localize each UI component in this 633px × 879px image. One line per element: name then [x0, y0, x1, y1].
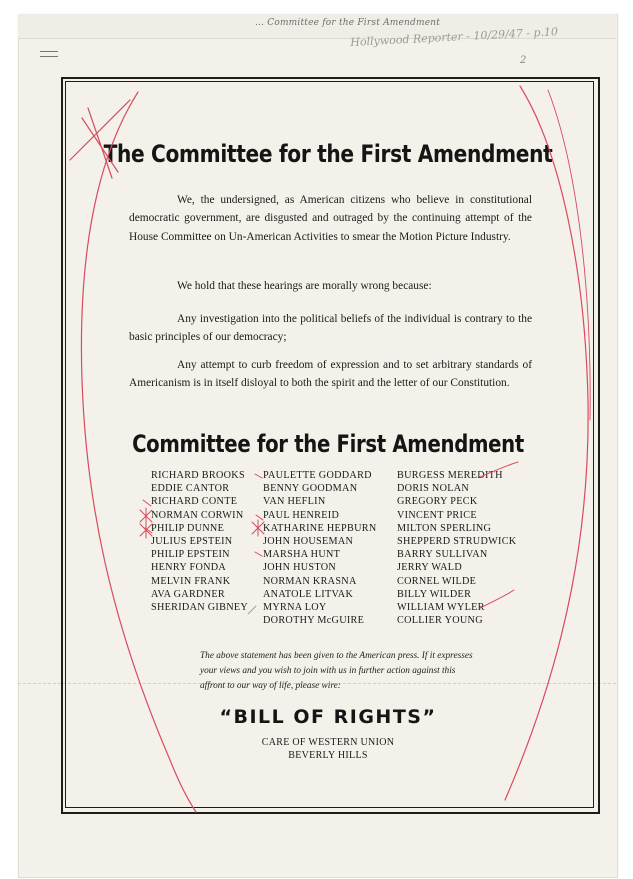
signatory-name: JULIUS EPSTEIN [151, 536, 233, 548]
paragraph-declaration: We, the undersigned, as American citizens who believe in constitutional democratic government, are disgusted and outraged by the continuing attempt of the House Committee on Un-American Activities to smear the Motion Picture Industry. [129, 194, 532, 243]
signatory-name: MYRNA LOY [263, 602, 327, 614]
signatory-name: PAULETTE GODDARD [263, 470, 372, 481]
signatory-name: PHILIP DUNNE [151, 522, 225, 534]
signatory-name: WILLIAM WYLER [397, 602, 485, 614]
signatory-name: ANATOLE LITVAK [263, 588, 354, 600]
signatory-name: BILLY WILDER [397, 588, 472, 600]
signatory-name: CORNEL WILDE [397, 575, 477, 587]
signatory-name: DOROTHY McGUIRE [263, 615, 365, 627]
committee-heading: Committee for the First Amendment [132, 430, 524, 458]
signatory-name: RICHARD CONTE [151, 496, 238, 508]
press-footnote: The above statement has been given to the American press. If it expresses your views and you wish to join with us in further action against this affront to our way of life, please wire: [200, 651, 473, 691]
signatory-name: PAUL HENREID [263, 509, 340, 521]
signatory-name: KATHARINE HEPBURN [263, 522, 377, 534]
signatory-name: AVA GARDNER [151, 588, 225, 600]
signatory-name: JOHN HUSTON [263, 562, 337, 574]
signatory-name: BARRY SULLIVAN [397, 549, 488, 561]
signatory-column-1 [151, 469, 248, 614]
signatory-name: BURGESS MEREDITH [397, 470, 503, 481]
signatory-name: DORIS NOLAN [397, 483, 470, 495]
signatory-name: GREGORY PECK [397, 496, 478, 508]
signatory-name: SHEPPERD STRUDWICK [397, 536, 517, 548]
address-line-1: CARE OF WESTERN UNION [261, 737, 395, 748]
signatory-name: MELVIN FRANK [151, 575, 231, 587]
signatory-name: COLLIER YOUNG [397, 615, 483, 627]
signatory-name: VINCENT PRICE [397, 509, 477, 521]
page-title: The Committee for the First Amendment [103, 140, 553, 168]
paragraph-investigation: Any investigation into the political beliefs of the individual is contrary to the basic principles of our democracy; [129, 313, 532, 344]
paragraph-freedom: Any attempt to curb freedom of expression and to set arbitrary standards of Americanism is in itself disloyal to both the spirit and the letter of our Constitution. [129, 359, 532, 390]
wire-recipient: “BILL OF RIGHTS” [219, 706, 437, 728]
signatory-name: NORMAN CORWIN [151, 509, 244, 521]
signatory-name: NORMAN KRASNA [263, 575, 357, 587]
signatory-name: HENRY FONDA [151, 562, 227, 574]
signatory-column-3 [397, 469, 516, 627]
signatory-name: JOHN HOUSEMAN [263, 536, 354, 548]
signatory-name: VAN HEFLIN [263, 496, 326, 508]
signatory-name: JERRY WALD [397, 562, 462, 574]
signatory-name: MILTON SPERLING [397, 522, 492, 534]
pencil-dash-mark [40, 51, 58, 57]
handwritten-header: ... Committee for the First Amendment [255, 18, 441, 28]
address-line-2: BEVERLY HILLS [288, 750, 368, 761]
handwritten-mark: 2 [520, 55, 527, 66]
signatory-name: RICHARD BROOKS [151, 470, 245, 481]
signatory-name: MARSHA HUNT [263, 549, 341, 561]
signatory-name: PHILIP EPSTEIN [151, 549, 230, 561]
signatory-name: BENNY GOODMAN [263, 483, 358, 495]
signatory-column-2 [263, 469, 377, 627]
signatory-name: SHERIDAN GIBNEY [151, 602, 249, 614]
signatory-name: EDDIE CANTOR [151, 483, 230, 495]
handwritten-source-note: Hollywood Reporter - 10/29/47 - p.10 [350, 25, 559, 49]
paragraph-hearings: We hold that these hearings are morally wrong because: [177, 280, 432, 292]
